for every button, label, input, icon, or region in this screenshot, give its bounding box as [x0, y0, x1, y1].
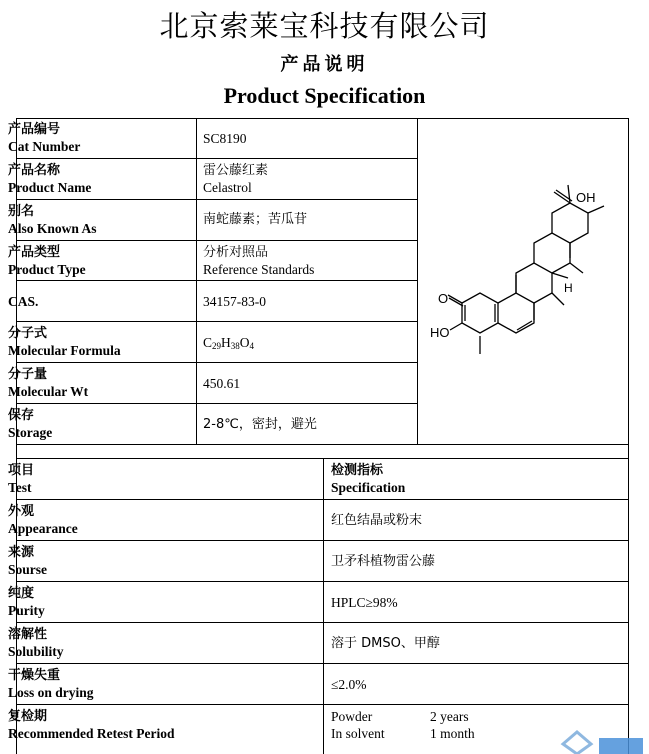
solubility-label: 溶解性 Solubility: [8, 627, 64, 659]
alias-value: 南蛇藤素；苦瓜苷: [203, 212, 308, 227]
formula-label: 分子式 Molecular Formula: [8, 326, 121, 358]
product-name-value: 雷公藤红素 Celastrol: [203, 163, 269, 195]
source-value: 卫矛科植物雷公藤: [331, 554, 436, 569]
cat-number-label: 产品编号 Cat Number: [8, 122, 81, 154]
cas-label: CAS.: [8, 294, 39, 309]
cat-number-value: SC8190: [203, 131, 247, 146]
page-title: Product Specification: [223, 83, 426, 108]
svg-text:H: H: [564, 281, 573, 295]
appearance-label: 外观 Appearance: [8, 504, 78, 536]
solubility-value: 溶于 DMSO、甲醇: [331, 636, 440, 651]
subtitle-cn: 产品说明: [280, 54, 369, 75]
company-name: 北京索莱宝科技有限公司: [159, 9, 490, 43]
storage-value: 2-8℃，密封，避光: [203, 417, 317, 432]
retest-form-2: In solvent: [331, 726, 385, 741]
svg-text:HO: HO: [430, 325, 450, 340]
chemical-structure-image: [418, 180, 628, 360]
retest-period-1: 2 years: [430, 709, 469, 724]
alias-label: 别名 Also Known As: [8, 204, 97, 236]
retest-period-2: 1 month: [430, 726, 475, 741]
mol-weight-value: 450.61: [203, 376, 241, 391]
spec-header: 检测指标 Specification: [331, 463, 406, 495]
purity-value: HPLC≥98%: [331, 595, 398, 610]
source-label: 来源 Sourse: [8, 545, 48, 577]
mol-weight-label: 分子量 Molecular Wt: [8, 367, 89, 399]
test-header: 项目 Test: [8, 463, 35, 495]
appearance-value: 红色结晶或粉末: [331, 513, 423, 528]
storage-label: 保存 Storage: [8, 408, 53, 440]
retest-form-1: Powder: [331, 709, 373, 724]
product-type-value: 分析对照品 Reference Standards: [203, 245, 315, 277]
formula-value: $C_{29}H_{38}O_4$: [203, 335, 255, 351]
loss-on-drying-label: 干燥失重 Loss on drying: [8, 668, 94, 700]
retest-label: 复检期 Recommended Retest Period: [8, 709, 175, 741]
cas-value: 34157-83-0: [203, 294, 266, 309]
purity-label: 纯度 Purity: [8, 586, 45, 618]
svg-text:OH: OH: [576, 190, 596, 205]
loss-on-drying-value: ≤2.0%: [331, 677, 367, 692]
svg-text:O: O: [438, 291, 449, 306]
product-type-label: 产品类型 Product Type: [8, 245, 86, 277]
watermark-logo-icon: [553, 720, 643, 754]
product-name-label: 产品名称 Product Name: [8, 163, 92, 195]
